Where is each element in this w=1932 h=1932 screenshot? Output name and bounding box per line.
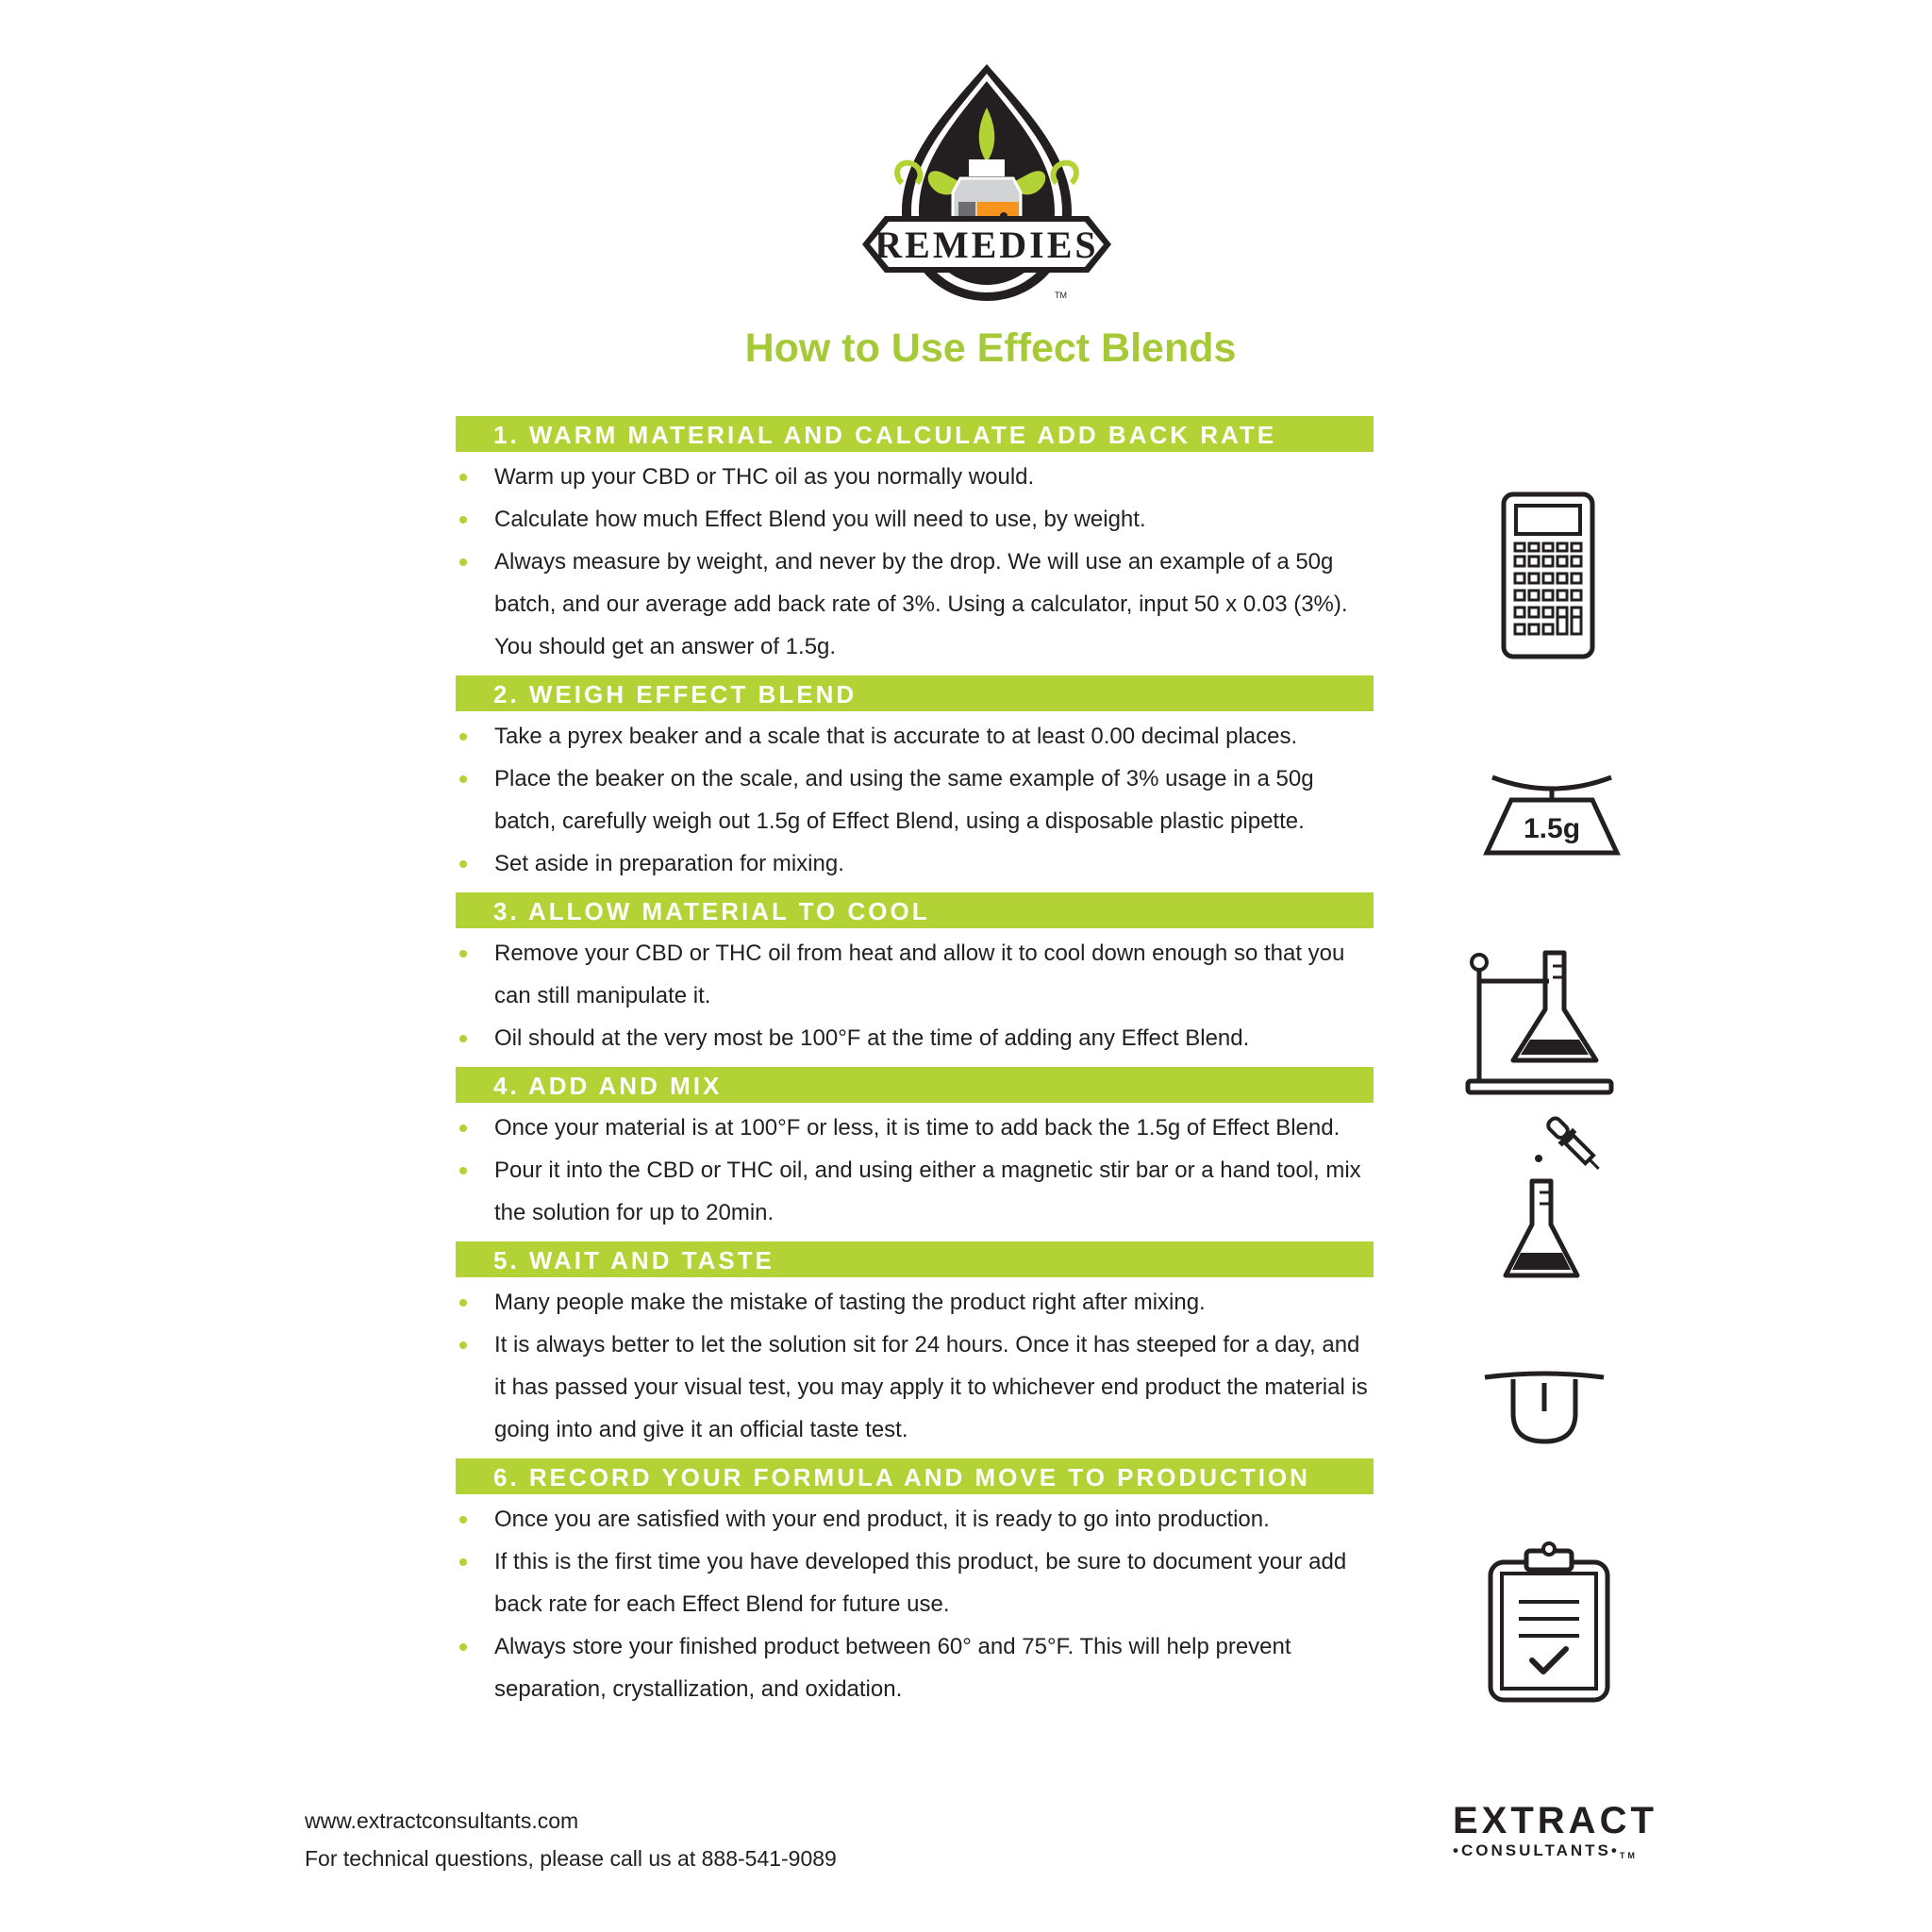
website-link[interactable]: www.extractconsultants.com [305, 1808, 579, 1833]
section-heading: 1. WARM MATERIAL AND CALCULATE ADD BACK RATE [456, 416, 1374, 452]
list-item: Set aside in preparation for mixing. [456, 842, 1374, 885]
section-heading: 4. ADD AND MIX [456, 1067, 1374, 1103]
phone-line: For technical questions, please call us at 888-541-9089 [305, 1846, 837, 1871]
section-warm-material [456, 416, 1374, 675]
list-item: If this is the first time you have developed this product, be sure to document your add back rate for each Effect Blend for future use. [456, 1541, 1374, 1625]
section-heading: 6. RECORD YOUR FORMULA AND MOVE TO PRODUCTION [456, 1458, 1374, 1494]
section-weigh-effect-blend [456, 675, 1374, 892]
list-item: Take a pyrex beaker and a scale that is accurate to at least 0.00 decimal places. [456, 715, 1374, 758]
section-add-and-mix [456, 1067, 1374, 1241]
page-title: How to Use Effect Blends [744, 325, 1237, 371]
list-item: Place the beaker on the scale, and using the same example of 3% usage in a 50g batch, carefully weigh out 1.5g of Effect Blend, using a disposable plastic pipette. [456, 758, 1374, 842]
partner-sub: •CONSULTANTS•TM [1453, 1841, 1638, 1860]
clipboard-check-icon [1487, 1540, 1611, 1704]
flask-stand-icon [1464, 949, 1615, 1100]
list-item: Once your material is at 100°F or less, it is time to add back the 1.5g of Effect Blend. [456, 1107, 1374, 1149]
list-item: Always measure by weight, and never by the drop. We will use an example of a 50g batch, and our average add back rate of 3%. Using a calculator, input 50 x 0.03 (3%). You should get an answer of 1.5g. [456, 541, 1374, 668]
bullet-list [456, 711, 1374, 892]
section-heading: 5. WAIT AND TASTE [456, 1241, 1374, 1277]
bullet-list [456, 1277, 1374, 1458]
section-record-formula [456, 1458, 1374, 1718]
scale-icon [1483, 772, 1621, 858]
list-item: Once you are satisfied with your end product, it is ready to go into production. [456, 1498, 1374, 1541]
bullet-list [456, 1103, 1374, 1241]
svg-text:REMEDIES: REMEDIES [874, 224, 1099, 266]
tongue-icon [1483, 1370, 1606, 1445]
list-item: Remove your CBD or THC oil from heat and allow it to cool down enough so that you can still manipulate it. [456, 932, 1374, 1017]
remedies-logo [836, 60, 1138, 308]
svg-text:TM: TM [1055, 291, 1067, 300]
list-item: Always store your finished product between 60° and 75°F. This will help prevent separation, crystallization, and oxidation. [456, 1625, 1374, 1710]
section-heading: 2. WEIGH EFFECT BLEND [456, 675, 1374, 711]
calculator-icon [1500, 491, 1596, 660]
svg-text:1.5g: 1.5g [1523, 813, 1581, 844]
footer [305, 1802, 837, 1877]
bullet-list [456, 1494, 1374, 1718]
bullet-list [456, 452, 1374, 675]
partner-name: EXTRACT [1453, 1800, 1657, 1841]
list-item: Calculate how much Effect Blend you will need to use, by weight. [456, 498, 1374, 541]
section-allow-to-cool [456, 892, 1374, 1067]
list-item: Oil should at the very most be 100°F at the time of adding any Effect Blend. [456, 1017, 1374, 1059]
list-item: Many people make the mistake of tasting the product right after mixing. [456, 1281, 1374, 1324]
list-item: It is always better to let the solution sit for 24 hours. Once it has steeped for a day, and it has passed your visual test, you may apply it to whichever end product the material is going into and give it an official taste test. [456, 1324, 1374, 1451]
extract-consultants-logo [1453, 1800, 1660, 1860]
list-item: Warm up your CBD or THC oil as you normally would. [456, 456, 1374, 498]
bullet-list [456, 928, 1374, 1067]
section-wait-and-taste [456, 1241, 1374, 1458]
list-item: Pour it into the CBD or THC oil, and using either a magnetic stir bar or a hand tool, mix the solution for up to 20min. [456, 1149, 1374, 1234]
section-heading: 3. ALLOW MATERIAL TO COOL [456, 892, 1374, 928]
pipette-flask-icon [1500, 1113, 1604, 1283]
instructions [456, 416, 1374, 1718]
